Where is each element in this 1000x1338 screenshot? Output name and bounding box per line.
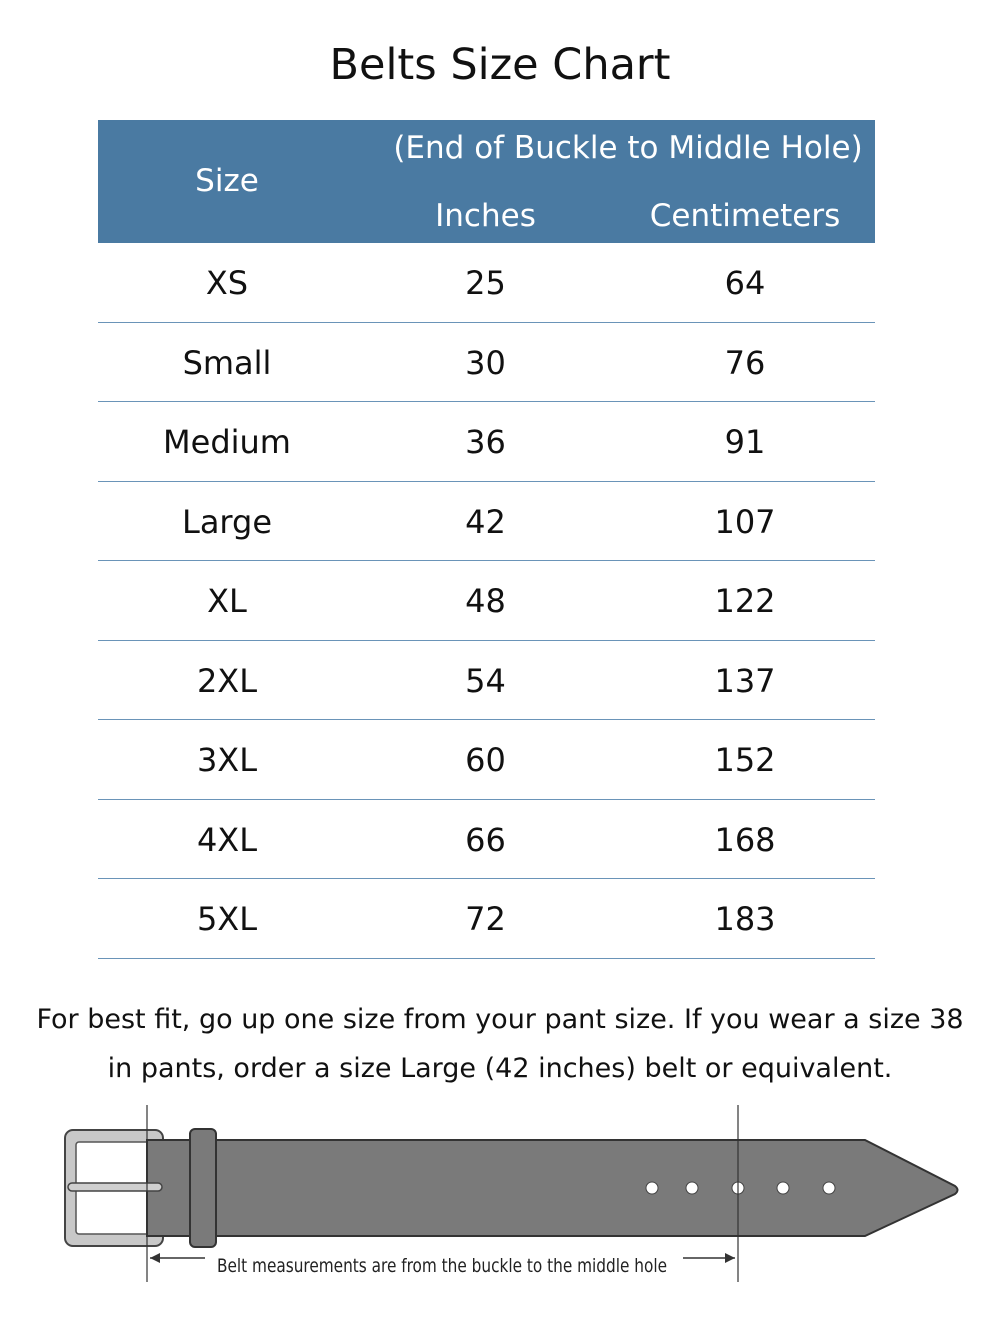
belt-hole	[686, 1182, 698, 1194]
cell-cm: 122	[714, 582, 776, 620]
cell-size: XL	[207, 582, 247, 620]
cell-cm: 76	[724, 343, 766, 382]
arrowhead-right-icon	[725, 1253, 735, 1263]
table-row	[98, 641, 875, 721]
cell-size: XS	[205, 264, 249, 302]
cell-inches: 66	[465, 820, 506, 859]
cell-inches: 36	[465, 423, 506, 461]
header-measure-note: (End of Buckle to Middle Hole)	[393, 130, 863, 166]
table-row	[98, 402, 875, 482]
page-title: Belts Size Chart	[329, 40, 671, 90]
cell-size: 2XL	[196, 661, 258, 700]
cell-cm: 91	[724, 423, 766, 461]
fit-note-line-2: in pants, order a size Large (42 inches) belt or equivalent.	[107, 1053, 893, 1084]
fit-note	[0, 995, 1000, 1093]
cell-inches: 25	[465, 264, 506, 302]
cell-size: Medium	[163, 423, 291, 461]
table-row	[98, 800, 875, 880]
cell-cm: 64	[724, 264, 766, 302]
cell-cm: 152	[714, 741, 776, 779]
table-row	[98, 323, 875, 403]
cell-inches: 48	[465, 582, 506, 620]
cell-size: Small	[182, 343, 272, 382]
cell-size: 3XL	[196, 741, 258, 779]
belt-hole	[777, 1182, 789, 1194]
buckle-pin	[68, 1183, 162, 1191]
cell-size: 5XL	[196, 900, 258, 938]
belt-diagram	[0, 1100, 1000, 1300]
belt-keeper	[190, 1129, 216, 1247]
cell-cm: 168	[714, 820, 776, 859]
cell-inches: 72	[465, 900, 506, 938]
table-row	[98, 561, 875, 641]
table-body	[98, 243, 875, 959]
cell-inches: 42	[465, 502, 506, 541]
table-row	[98, 720, 875, 800]
table-row	[98, 243, 875, 323]
cell-cm: 107	[714, 502, 776, 541]
belt-hole	[823, 1182, 835, 1194]
belt-caption: Belt measurements are from the buckle to the middle hole	[217, 1255, 667, 1277]
size-table	[98, 120, 875, 959]
cell-size: Large	[181, 502, 273, 541]
cell-cm: 183	[714, 900, 776, 938]
table-row	[98, 482, 875, 562]
fit-note-line-1: For best fit, go up one size from your pant size. If you wear a size 38	[36, 1004, 964, 1035]
table-row	[98, 879, 875, 959]
cell-size: 4XL	[196, 820, 258, 859]
arrowhead-left-icon	[150, 1253, 160, 1263]
header-size: Size	[195, 163, 259, 199]
cell-inches: 60	[465, 741, 506, 779]
header-centimeters: Centimeters	[649, 198, 841, 234]
belt-strap	[147, 1140, 958, 1236]
table-header	[98, 120, 875, 243]
cell-cm: 137	[714, 661, 776, 700]
belt-hole	[646, 1182, 658, 1194]
cell-inches: 54	[465, 661, 506, 700]
header-inches: Inches	[435, 198, 536, 234]
cell-inches: 30	[465, 343, 506, 382]
